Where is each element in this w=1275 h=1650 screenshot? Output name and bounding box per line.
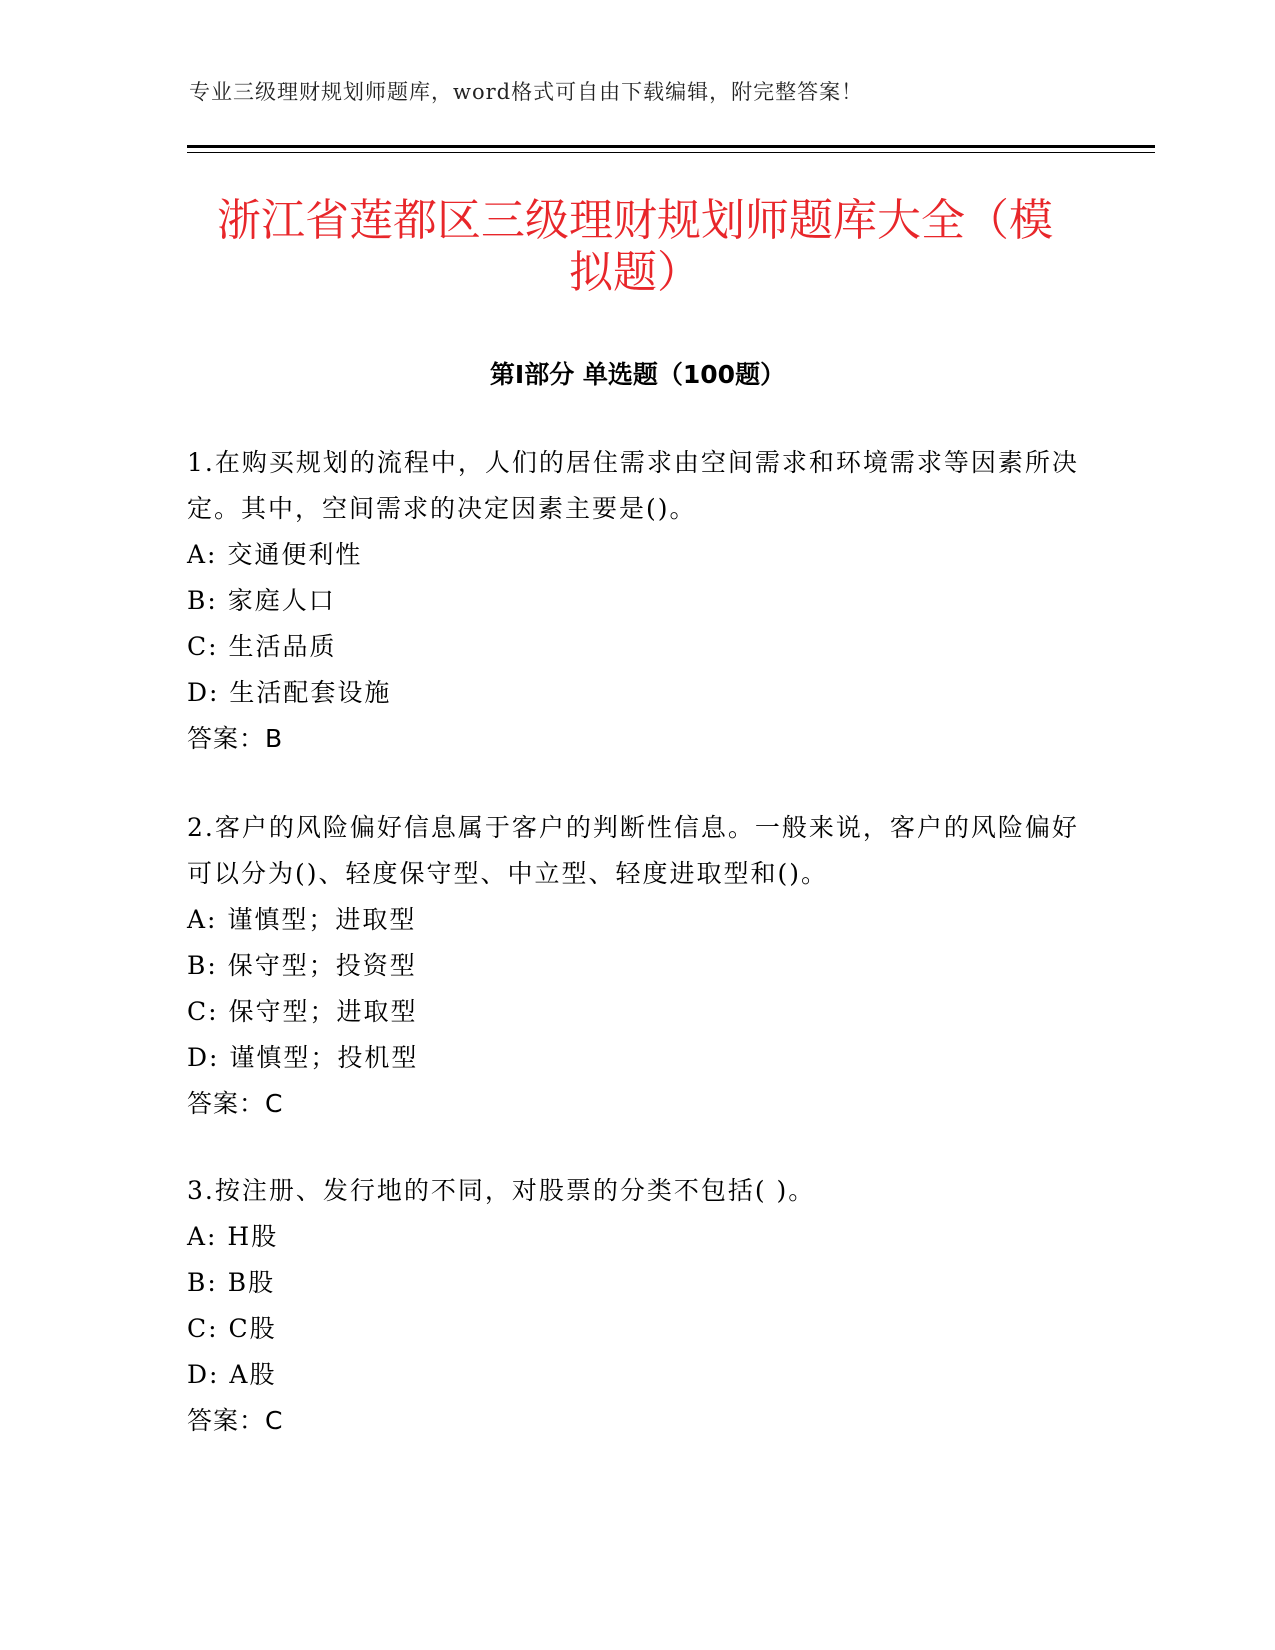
header-rule-thin [187, 152, 1155, 153]
option-d: D: 生活配套设施 [187, 678, 392, 707]
question-2 [187, 805, 1087, 1127]
section-heading: 第Ⅰ部分 单选题（100题） [489, 360, 786, 389]
option-c: C: C股 [187, 1314, 277, 1343]
option-d: D: A股 [187, 1360, 277, 1389]
question-stem: 2.客户的风险偏好信息属于客户的判断性信息。一般来说，客户的风险偏好可以分为()、轻度保守型、中立型、轻度进取型和()。 [187, 813, 1079, 888]
question-stem: 3.按注册、发行地的不同，对股票的分类不包括( )。 [187, 1176, 816, 1205]
option-d: D: 谨慎型；投机型 [187, 1043, 419, 1072]
question-stem: 1.在购买规划的流程中，人们的居住需求由空间需求和环境需求等因素所决定。其中，空间需求的决定因素主要是()。 [187, 448, 1079, 523]
document-title-line2: 拟题） [569, 247, 701, 298]
answer: 答案：C [187, 1089, 284, 1118]
answer: 答案：C [187, 1406, 284, 1435]
option-c: C: 生活品质 [187, 632, 337, 661]
answer: 答案：B [187, 724, 284, 753]
option-b: B: B股 [187, 1268, 276, 1297]
header-rule-thick [187, 145, 1155, 148]
option-c: C: 保守型；进取型 [187, 997, 418, 1026]
header-note: 专业三级理财规划师题库，word格式可自由下载编辑，附完整答案！ [189, 80, 864, 104]
option-b: B: 家庭人口 [187, 586, 336, 615]
option-b: B: 保守型；投资型 [187, 951, 417, 980]
question-1 [187, 440, 1087, 762]
option-a: A: 谨慎型；进取型 [187, 905, 417, 934]
option-a: A: H股 [187, 1222, 279, 1251]
document-title [160, 195, 1110, 299]
document-title-line1: 浙江省莲都区三级理财规划师题库大全（模 [217, 195, 1053, 246]
question-3 [187, 1168, 1087, 1444]
option-a: A: 交通便利性 [187, 540, 363, 569]
